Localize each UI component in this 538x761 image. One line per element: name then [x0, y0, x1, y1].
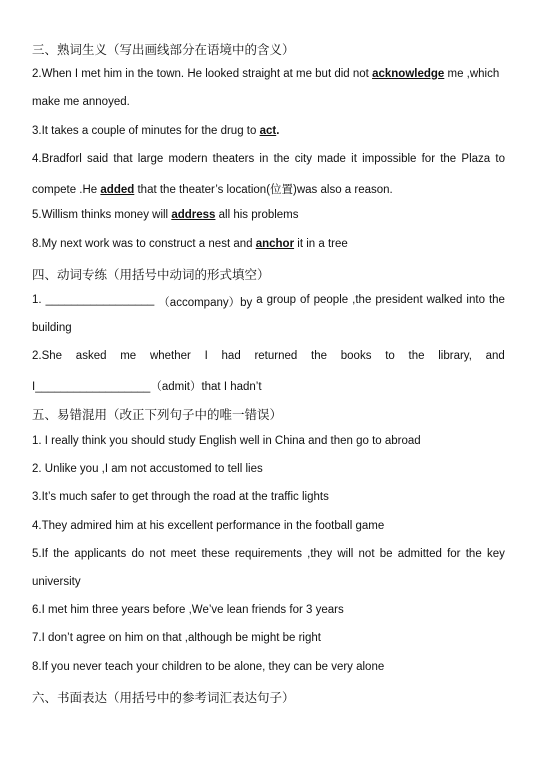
s5-item-3: 3.It’s much safer to get through the road at the traffic lights	[32, 491, 329, 503]
word: will	[337, 548, 354, 560]
word: key	[486, 548, 505, 560]
section-4-heading: 四、动词专练（用括号中动词的形式填空）	[32, 267, 270, 282]
word: made	[317, 153, 346, 165]
word: that	[113, 153, 133, 165]
word: the	[408, 350, 425, 362]
s3-item-5-key: address	[171, 209, 216, 221]
section-6-heading: 六、书面表达（用括号中的参考词汇表达句子）	[32, 690, 295, 705]
word: the	[311, 350, 328, 362]
word: the	[465, 548, 482, 560]
word: had	[221, 350, 241, 362]
word: people	[313, 294, 349, 306]
s3-item-2-cont: make me annoyed.	[32, 96, 130, 108]
s5-item-8: 8.If you never teach your children to be alone, they can be very alone	[32, 661, 385, 673]
s3-item-5-post: all his problems	[215, 209, 299, 221]
word: impossible	[362, 153, 417, 165]
word: ,they	[307, 548, 333, 560]
s4-item-1-cont: building	[32, 322, 72, 334]
s3-item-2-key: acknowledge	[372, 68, 445, 80]
word: ,the	[352, 294, 372, 306]
s3-item-4-key: added	[100, 184, 135, 196]
word: of	[300, 294, 310, 306]
word: be	[379, 548, 393, 560]
section-3-heading: 三、熟词生义（写出画线部分在语境中的含义）	[32, 42, 295, 57]
word: books	[340, 350, 372, 362]
word: it	[351, 153, 357, 165]
word: to	[385, 350, 395, 362]
word: the	[53, 548, 70, 560]
word: group	[266, 294, 297, 306]
s3-item-4-cont	[32, 181, 393, 197]
word: me	[120, 350, 137, 362]
s4-item-1	[32, 294, 505, 310]
s5-item-7: 7.I don’t agree on him on that ,although be might be right	[32, 632, 321, 644]
word: library,	[438, 350, 472, 362]
word: in	[259, 153, 269, 165]
word: these	[201, 548, 230, 560]
word: large	[137, 153, 164, 165]
s4-item-2-cont: I__________________（admit）that I hadn’t	[32, 381, 262, 393]
s3-item-4	[32, 153, 505, 165]
word: city	[294, 153, 312, 165]
word: asked	[75, 350, 107, 362]
s3-item-2	[32, 68, 499, 80]
s3-item-3-pre: 3.It takes a couple of minutes for the drug to	[32, 125, 260, 137]
s3-item-8-key: anchor	[255, 238, 295, 250]
word: walked	[426, 294, 463, 306]
word: a	[256, 294, 263, 306]
word: theaters	[212, 153, 255, 165]
s3-item-3	[32, 125, 279, 137]
word: I	[204, 350, 208, 362]
word: （accompany）by	[158, 297, 253, 309]
word: admitted	[397, 548, 442, 560]
word: 1.	[32, 294, 42, 306]
s4-item-2	[32, 350, 505, 362]
s5-item-2: 2. Unlike you ,I am not accustomed to tell lies	[32, 463, 263, 475]
word: for	[447, 548, 461, 560]
s3-item-5	[32, 209, 299, 221]
word: do	[131, 548, 145, 560]
s5-item-5-cont: university	[32, 576, 81, 588]
word: modern	[168, 153, 208, 165]
s3-item-8-pre: 8.My next work was to construct a nest and	[32, 238, 256, 250]
s3-item-4-pre: compete .He	[32, 184, 101, 196]
word: the	[273, 153, 290, 165]
s5-item-4: 4.They admired him at his excellent performance in the football game	[32, 520, 385, 532]
word: president	[375, 294, 423, 306]
s3-item-8	[32, 238, 348, 250]
word: the	[488, 294, 505, 306]
s3-item-5-pre: 5.Willism thinks money will	[32, 209, 172, 221]
s3-item-2-pre: 2.When I met him in the town. He looked straight at me but did not	[32, 68, 373, 80]
word: not	[358, 548, 375, 560]
word: 5.If	[32, 548, 48, 560]
word: to	[495, 153, 505, 165]
word: the	[440, 153, 457, 165]
s5-item-5	[32, 548, 505, 560]
word: and	[485, 350, 505, 362]
answer-blank: _________________	[45, 294, 155, 306]
word: 4.Bradforl	[32, 153, 82, 165]
s5-item-6: 6.I met him three years before ,We’ve lean friends for 3 years	[32, 604, 344, 616]
word: said	[87, 153, 109, 165]
word: into	[466, 294, 485, 306]
word: not	[149, 548, 166, 560]
word: meet	[170, 548, 197, 560]
s5-item-1: 1. I really think you should study English well in China and then go to abroad	[32, 435, 421, 447]
s3-item-8-post: it in a tree	[294, 238, 348, 250]
s3-item-2-post: me ,which	[444, 68, 500, 80]
s3-item-3-post: .	[276, 125, 280, 137]
word: returned	[254, 350, 298, 362]
word: whether	[149, 350, 191, 362]
word: for	[421, 153, 436, 165]
word: Plaza	[461, 153, 491, 165]
word: 2.She	[32, 350, 63, 362]
s3-item-3-key: act	[259, 125, 277, 137]
s3-item-4-post: that the theater’s location(位置)was also a reason.	[134, 184, 393, 196]
section-5-heading: 五、易错混用（改正下列句子中的唯一错误）	[32, 407, 283, 422]
word: requirements	[234, 548, 302, 560]
word: applicants	[74, 548, 127, 560]
